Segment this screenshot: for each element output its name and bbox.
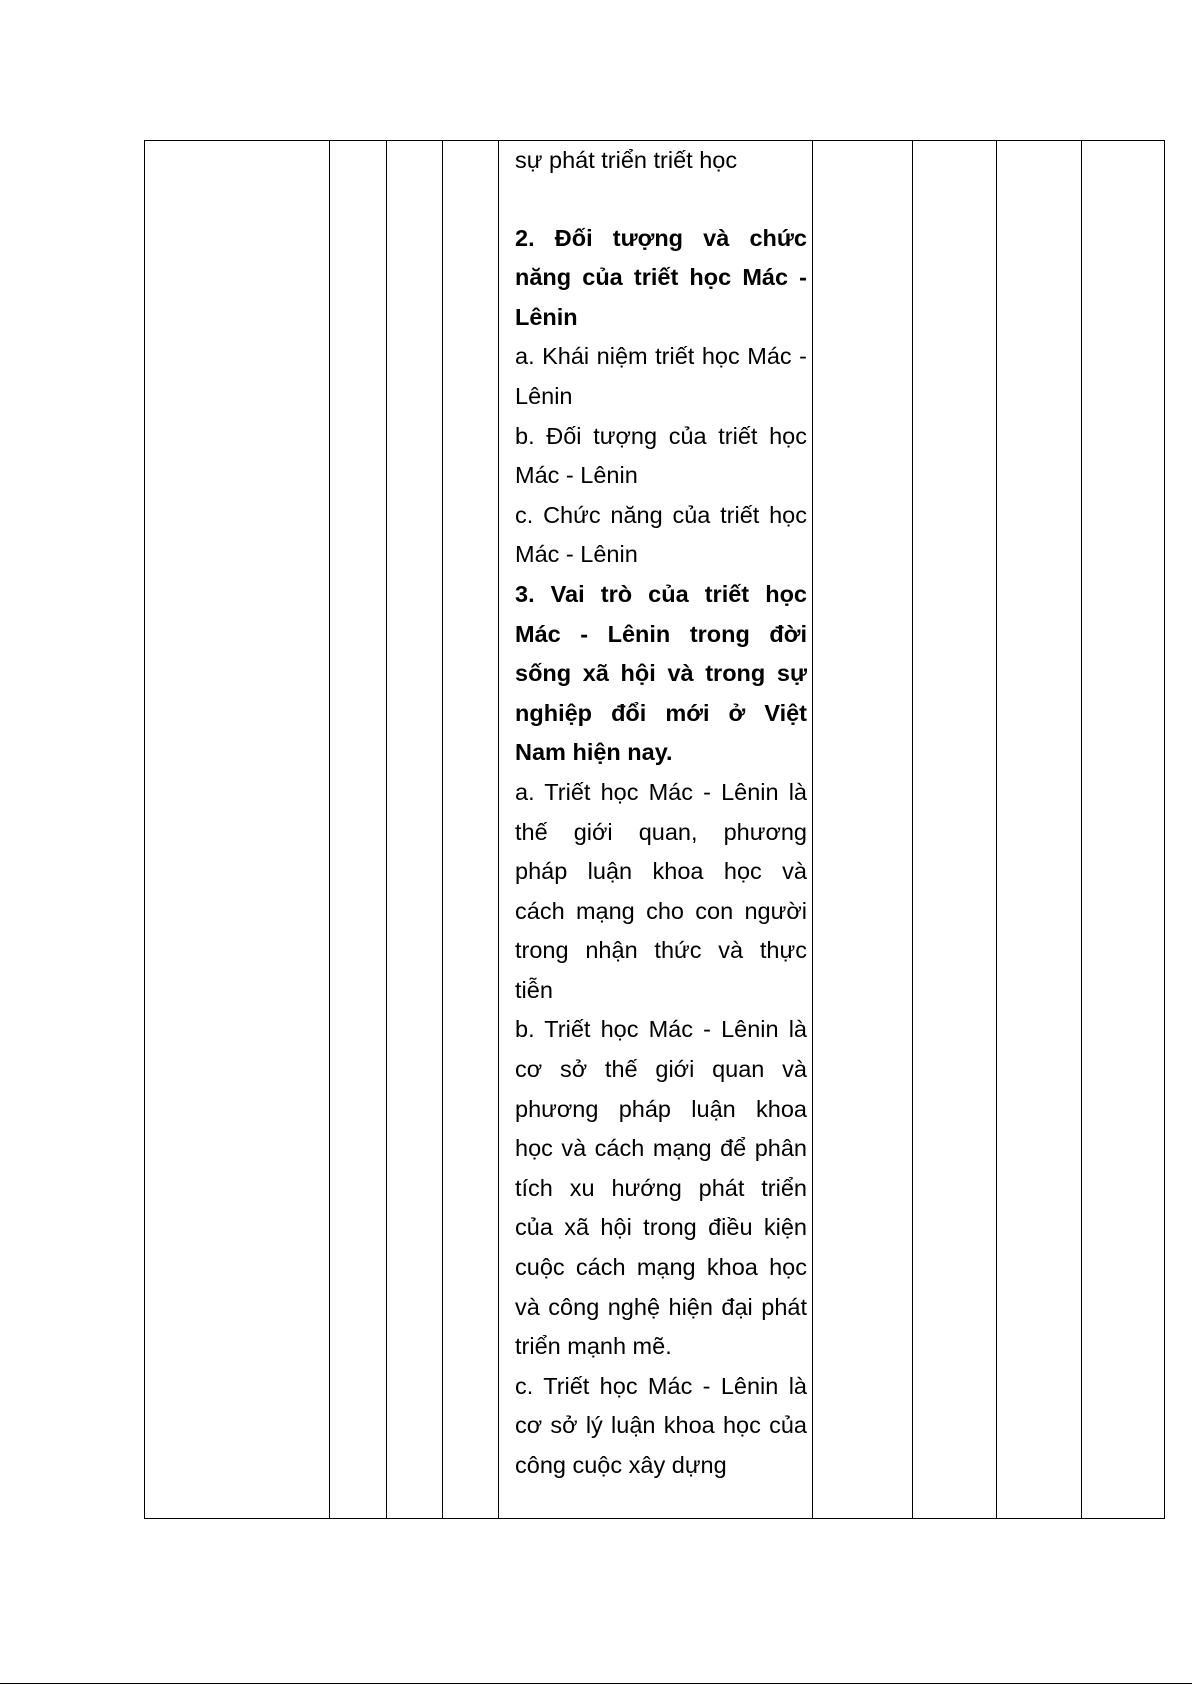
column-divider [812,141,813,1518]
section-heading: 2. Đối tượng và chức năng của triết học Mác - Lênin [515,224,807,330]
page-bottom-rule [0,1683,1192,1684]
content-paragraph: c. Chức năng của triết học Mác - Lênin [515,501,807,568]
content-cell [510,141,812,1486]
content-paragraph: a. Triết học Mác - Lênin là thế giới quan, phương pháp luận khoa học và cách mạng cho con người trong nhận thức và thực tiễn [515,778,807,1003]
column-divider [386,141,387,1518]
curriculum-table [144,140,1165,1519]
content-paragraph: a. Khái niệm triết học Mác - Lênin [515,343,807,409]
section-heading: 3. Vai trò của triết học Mác - Lênin trong đời sống xã hội và trong sự nghiệp đổi mới ở Việt Nam hiện nay. [515,580,807,766]
column-divider [912,141,913,1518]
column-divider [996,141,997,1518]
column-divider [498,141,499,1518]
column-divider [329,141,330,1518]
content-paragraph: b. Triết học Mác - Lênin là cơ sở thế giới quan và phương pháp luận khoa học và cách mạng để phân tích xu hướng phát triển của xã hội trong điều kiện cuộc cách mạng khoa học và công nghệ hiện đại phát triển mạnh mẽ. [515,1016,807,1360]
blank-line [515,181,807,219]
column-divider [442,141,443,1518]
content-paragraph: b. Đối tượng của triết học Mác - Lênin [515,422,807,489]
content-paragraph: sự phát triển triết học [515,147,738,173]
column-divider [1081,141,1082,1518]
content-paragraph: c. Triết học Mác - Lênin là cơ sở lý luận khoa học của công cuộc xây dựng [515,1372,807,1478]
